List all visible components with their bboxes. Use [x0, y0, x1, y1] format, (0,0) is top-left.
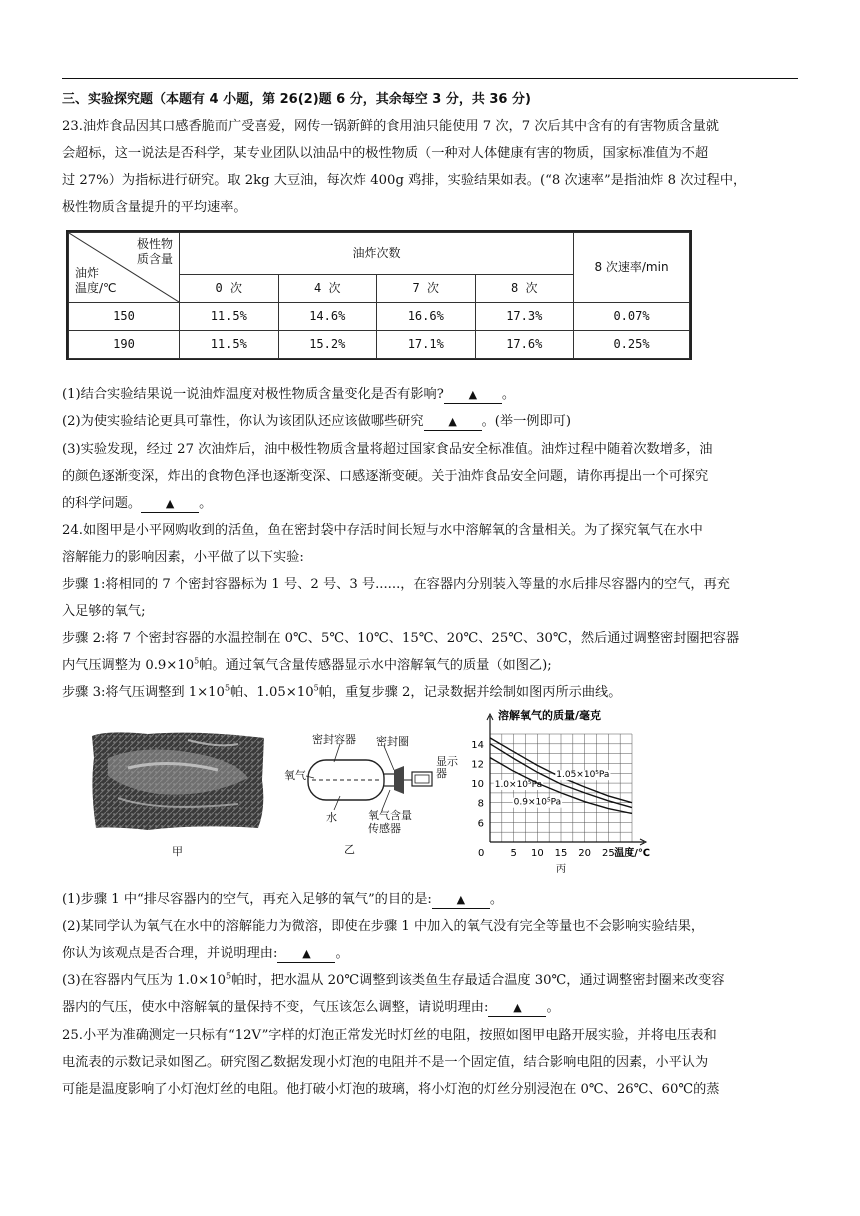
answer-blank[interactable]: ▲	[432, 892, 490, 909]
q24-step2-1: 步骤 2:将 7 个密封容器的水温控制在 0℃、5℃、10℃、15℃、20℃、25℃、30℃，然后通过调整密封圈把容器	[62, 631, 740, 646]
answer-blank[interactable]: ▲	[277, 946, 335, 963]
table-cell-temp: 190	[69, 331, 180, 359]
q23-q2-end: 。(举一例即可)	[481, 414, 571, 429]
fig-yi-caption: 乙	[344, 843, 355, 856]
label-display: 显示器	[436, 755, 458, 780]
y-tick-label: 8	[477, 798, 484, 810]
q23-intro-3: 过 27%）为指标进行研究。取 2kg 大豆油，每次炸 400g 鸡排，实验结果如表。(“8 次速率”是指油炸 8 次过程中，	[62, 173, 747, 188]
step3-text-a: 步骤 3:将气压调整到 1×10	[62, 685, 225, 700]
q24-q3-end: 。	[546, 1000, 560, 1015]
q23-q3-line-2: 的颜色逐渐变深，炸出的食物色泽也逐渐变深、口感逐渐变硬。关于油炸食品安全问题，请你再提出一个可探究	[62, 469, 709, 484]
series-label: 0.9×10⁵Pa	[513, 797, 562, 808]
q24-intro-2: 溶解能力的影响因素，小平做了以下实验:	[62, 550, 304, 565]
q24-step3	[62, 679, 798, 706]
table-cell: 17.6%	[475, 331, 574, 359]
exponent: 5	[194, 656, 200, 666]
q24-q3-text-c: 器内的气压，使水中溶解氧的量保持不变，气压该怎么调整，请说明理由:	[62, 1000, 489, 1015]
table-row	[69, 303, 690, 331]
q23-results-table	[66, 230, 692, 360]
oxygen-solubility-chart	[464, 706, 660, 878]
q23-q3-end: 。	[199, 496, 213, 511]
exponent: 5	[226, 971, 232, 981]
q23-question-1	[62, 381, 798, 408]
table-corner-cell	[69, 233, 180, 303]
chart-title: 溶解氧气的质量/毫克	[498, 709, 602, 722]
table-cell: 15.2%	[278, 331, 377, 359]
q24-intro-1: 24.如图甲是小平网购收到的活鱼，鱼在密封袋中存活时间长短与水中溶解氧的含量相关。为了探究氧气在水中	[62, 523, 703, 538]
fig-jia-caption: 甲	[172, 845, 183, 858]
label-water: 水	[326, 811, 337, 824]
label-container: 密封容器	[312, 733, 356, 746]
table-cell: 17.3%	[475, 303, 574, 331]
q25-line-1: 25.小平为准确测定一只标有“12V”字样的灯泡正常发光时灯丝的电阻，按照如图甲电路开展实验，并将电压表和	[62, 1028, 717, 1043]
q23-intro-2: 会超标，这一说法是否科学，某专业团队以油品中的极性物质（一种对人体健康有害的物质，国家标准值为不超	[62, 146, 709, 161]
step2-text-a: 内气压调整为 0.9×10	[62, 658, 195, 673]
x-tick-label: 10	[530, 848, 544, 859]
q24-step1-2: 入足够的氧气;	[62, 604, 146, 619]
q23-question-2	[62, 408, 798, 435]
q24-q3-line-2	[62, 994, 798, 1021]
apparatus-diagram	[284, 730, 460, 860]
q23-q3-line-1: (3)实验发现，经过 27 次油炸后，油中极性物质含量将超过国家食品安全标准值。油炸过程中随着次数增多，油	[62, 442, 713, 457]
series-label: 1.05×10⁵Pa	[556, 770, 610, 781]
exponent: 5	[224, 683, 231, 693]
x-tick-label: 25	[601, 848, 615, 859]
answer-blank[interactable]: ▲	[488, 1000, 546, 1017]
step3-text-c: 帕，重复步骤 2，记录数据并绘制如图丙所示曲线。	[318, 685, 622, 700]
corner-bottom-2: 温度/℃	[75, 281, 117, 295]
q23-intro-1: 23.油炸食品因其口感香脆而广受喜爱，网传一锅新鲜的食用油只能使用 7 次，7 次后其中含有的有害物质含量就	[62, 119, 719, 134]
y-tick-label: 14	[471, 739, 484, 751]
q23-q1-end: 。	[501, 387, 515, 402]
step3-text-b: 帕、1.05×10	[230, 685, 314, 700]
q23-q1-text: (1)结合实验结果说一说油炸温度对极性物质含量变化是否有影响?	[62, 387, 444, 402]
chart-svg	[464, 706, 660, 878]
q24-step1-1: 步骤 1:将相同的 7 个密封容器标为 1 号、2 号、3 号......，在容器内分别装入等量的水后排尽容器内的空气，再充	[62, 577, 730, 592]
table-cell: 11.5%	[180, 303, 279, 331]
q24-step2-2	[62, 652, 798, 679]
y-tick-label: 6	[477, 818, 484, 830]
q24-q3-text-b: 帕时，把水温从 20℃调整到该类鱼生存最适合温度 30℃，通过调整密封圈来改变容	[231, 973, 725, 988]
q23-q2-text: (2)为使实验结论更具可靠性，你认为该团队还应该做哪些研究	[62, 414, 424, 429]
table-group-header: 油炸次数	[180, 233, 574, 275]
corner-bottom-1: 油炸	[75, 266, 100, 280]
q25-line-3: 可能是温度影响了小灯泡灯丝的电阻。他打破小灯泡的玻璃，将小灯泡的灯丝分别浸泡在 0℃、26℃、60℃的蒸	[62, 1082, 720, 1097]
q25-line-2: 电流表的示数记录如图乙。研究图乙数据发现小灯泡的电阻并不是一个固定值，结合影响电阻的因素，小平认为	[62, 1055, 709, 1070]
q23-q3-text: 的科学问题。	[62, 496, 142, 511]
x-tick-label: 15	[554, 848, 568, 859]
table-cell-temp: 150	[69, 303, 180, 331]
q24-question-1	[62, 886, 798, 913]
origin-label: 0	[478, 848, 485, 859]
x-tick-label: 20	[578, 848, 592, 859]
label-sensor-1: 氧气含量	[368, 809, 412, 822]
corner-top-2: 质含量	[136, 252, 173, 266]
table-col-header: 0 次	[180, 275, 279, 303]
q24-q1-text: (1)步骤 1 中“排尽容器内的空气，再充入足够的氧气”的目的是:	[62, 892, 432, 907]
q24-q2-line-1: (2)某同学认为氧气在水中的溶解能力为微溶，即使在步骤 1 中加入的氧气没有完全等量也不会影响实验结果，	[62, 919, 705, 934]
exponent: 5	[313, 683, 319, 693]
table-cell: 17.1%	[377, 331, 476, 359]
y-tick-label: 10	[471, 779, 484, 791]
table-cell: 16.6%	[377, 303, 476, 331]
q24-q2-line-2	[62, 940, 798, 967]
label-seal: 密封圈	[376, 735, 409, 748]
answer-blank[interactable]: ▲	[444, 387, 502, 404]
series-label: 1.0×10⁵Pa	[494, 780, 543, 791]
table-cell-rate: 0.07%	[574, 303, 690, 331]
y-tick-label: 12	[471, 759, 484, 771]
q23-intro-4: 极性物质含量提升的平均速率。	[62, 200, 247, 215]
label-oxygen: 氧气	[284, 769, 306, 782]
corner-top-1: 极性物	[136, 237, 173, 251]
table-row	[69, 331, 690, 359]
q24-q3-text-a: (3)在容器内气压为 1.0×10	[62, 973, 226, 988]
fish-bag-photo	[88, 728, 268, 832]
chart-caption: 丙	[556, 864, 566, 875]
x-axis-label: 温度/℃	[614, 848, 650, 859]
q24-q3-line-1	[62, 967, 798, 994]
table-col-header: 4 次	[278, 275, 377, 303]
answer-blank[interactable]: ▲	[141, 496, 199, 513]
table-col-header: 8 次	[475, 275, 574, 303]
label-sensor-2: 传感器	[368, 822, 401, 835]
section-title: 三、实验探究题（本题有 4 小题，第 26(2)题 6 分，其余每空 3 分，共 36 分)	[62, 92, 531, 107]
table-cell-rate: 0.25%	[574, 331, 690, 359]
q24-q2-text: 你认为该观点是否合理，并说明理由:	[62, 946, 278, 961]
table-cell: 14.6%	[278, 303, 377, 331]
step2-text-b: 帕。通过氧气含量传感器显示水中溶解氧气的质量（如图乙);	[199, 658, 552, 673]
q24-q1-end: 。	[489, 892, 504, 907]
q23-q3-line-3	[62, 490, 798, 517]
top-rule	[62, 78, 798, 79]
x-tick-label: 5	[510, 848, 517, 859]
table-cell: 11.5%	[180, 331, 279, 359]
table-col-header: 7 次	[377, 275, 476, 303]
q24-q2-end: 。	[335, 946, 349, 961]
table-rate-header: 8 次速率/min	[574, 233, 690, 303]
answer-blank[interactable]: ▲	[424, 414, 482, 431]
